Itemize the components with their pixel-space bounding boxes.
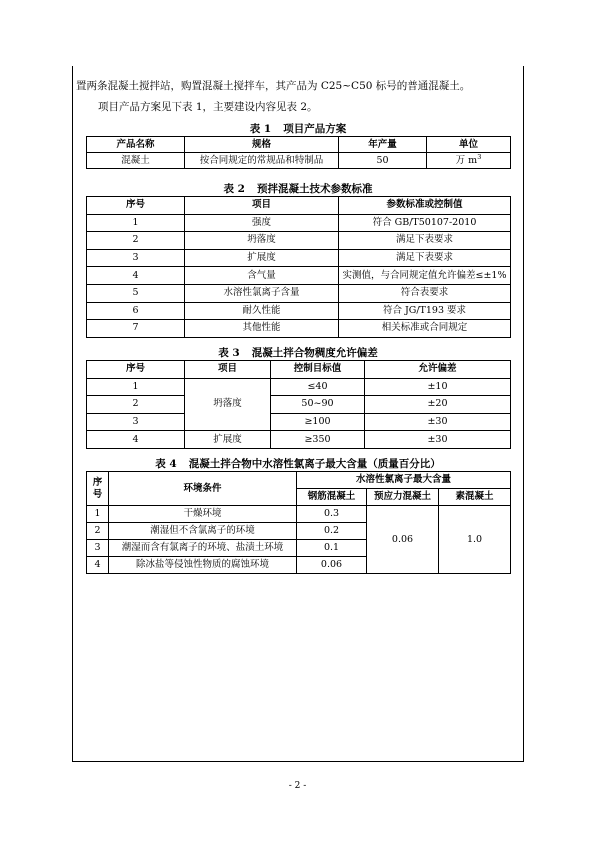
body-paragraph-line2: 项目产品方案见下表 1，主要建设内容见表 2。 xyxy=(98,101,318,113)
header-cell: 序号 xyxy=(87,472,109,506)
product-plan-table xyxy=(86,136,511,169)
table-cell: 7 xyxy=(87,320,185,338)
table-cell: 符合 GB/T50107-2010 xyxy=(339,214,511,232)
table-cell: 满足下表要求 xyxy=(339,232,511,250)
header-cell: 产品名称 xyxy=(87,137,185,153)
table-cell: 4 xyxy=(87,557,109,574)
table2-caption xyxy=(86,182,510,196)
header-cell: 参数标准或控制值 xyxy=(339,197,511,215)
table-cell: 干燥环境 xyxy=(109,506,297,523)
table-cell: 0.1 xyxy=(297,540,367,557)
table-cell-merged: 0.06 xyxy=(367,506,439,574)
table-cell: 5 xyxy=(87,284,185,302)
table-row xyxy=(87,431,511,449)
table-row xyxy=(87,413,511,431)
table-row xyxy=(87,396,511,414)
unit-exponent: 3 xyxy=(477,152,482,161)
header-cell: 规格 xyxy=(185,137,339,153)
chloride-content-table xyxy=(86,471,511,574)
table-row xyxy=(87,506,511,523)
table-cell: 2 xyxy=(87,396,185,414)
table-cell: 其他性能 xyxy=(185,320,339,338)
table4-label: 表 4 xyxy=(155,458,177,470)
header-cell: 项目 xyxy=(185,361,271,379)
table-cell: 3 xyxy=(87,249,185,267)
table-cell: 坍落度 xyxy=(185,232,339,250)
header-cell: 环境条件 xyxy=(109,472,297,506)
table2-label: 表 2 xyxy=(223,183,245,195)
table-cell: 4 xyxy=(87,431,185,449)
unit-base: 万 m xyxy=(455,154,478,166)
table-cell: ≥100 xyxy=(271,413,365,431)
page-number: - 2 - xyxy=(288,781,307,791)
table-cell: 1 xyxy=(87,214,185,232)
table4-title: 混凝土拌合物中水溶性氯离子最大含量（质量百分比） xyxy=(188,458,441,470)
header-cell: 允许偏差 xyxy=(365,361,511,379)
table-cell: 50 xyxy=(339,153,427,169)
table-cell: 2 xyxy=(87,523,109,540)
consistency-tolerance-table xyxy=(86,360,511,449)
table1-label: 表 1 xyxy=(249,123,272,135)
body-paragraph-line1: 置两条混凝土搅拌站，购置混凝土搅拌车，其产品为 C25~C50 标号的普通混凝土。 xyxy=(76,80,471,92)
table-cell: 耐久性能 xyxy=(185,302,339,320)
table-cell: 符合表要求 xyxy=(339,284,511,302)
technical-parameters-table xyxy=(86,196,511,338)
table-cell: ±10 xyxy=(365,378,511,396)
table-cell: 扩展度 xyxy=(185,431,271,449)
table-cell: 水溶性氯离子含量 xyxy=(185,284,339,302)
table-cell: 实测值，与合同规定值允许偏差≤±1% xyxy=(339,267,511,285)
table-header-row xyxy=(87,137,511,153)
table-cell: ±30 xyxy=(365,431,511,449)
header-cell: 序号 xyxy=(87,361,185,379)
table-row xyxy=(87,153,511,169)
table-row xyxy=(87,284,511,302)
table-row xyxy=(87,378,511,396)
table-cell: 4 xyxy=(87,267,185,285)
table-cell-merged: 坍落度 xyxy=(185,378,271,431)
table4-caption xyxy=(86,457,510,471)
table-cell: 6 xyxy=(87,302,185,320)
table-cell: ≤40 xyxy=(271,378,365,396)
table-cell: 扩展度 xyxy=(185,249,339,267)
table-header-row xyxy=(87,197,511,215)
table-cell: ±20 xyxy=(365,396,511,414)
table-cell: 0.3 xyxy=(297,506,367,523)
table-row xyxy=(87,249,511,267)
table-cell: ≥350 xyxy=(271,431,365,449)
table-cell: 强度 xyxy=(185,214,339,232)
header-cell: 单位 xyxy=(427,137,511,153)
unit-cell xyxy=(427,153,511,169)
table-row xyxy=(87,320,511,338)
table1-title: 项目产品方案 xyxy=(283,123,347,135)
table3-caption xyxy=(86,346,510,360)
table-header-row xyxy=(87,472,511,489)
table-cell: 潮湿但不含氯离子的环境 xyxy=(109,523,297,540)
table-cell: 3 xyxy=(87,540,109,557)
table-cell: 0.06 xyxy=(297,557,367,574)
header-cell: 钢筋混凝土 xyxy=(297,489,367,506)
table-row xyxy=(87,214,511,232)
table-cell: 1 xyxy=(87,378,185,396)
table-cell: 3 xyxy=(87,413,185,431)
table-cell: 相关标准或合同规定 xyxy=(339,320,511,338)
table-row xyxy=(87,232,511,250)
header-group-cell: 水溶性氯离子最大含量 xyxy=(297,472,511,489)
table3-label: 表 3 xyxy=(218,347,240,359)
table-header-row xyxy=(87,361,511,379)
header-cell: 控制目标值 xyxy=(271,361,365,379)
table-cell: 含气量 xyxy=(185,267,339,285)
table1-caption xyxy=(86,122,510,136)
table-cell: 满足下表要求 xyxy=(339,249,511,267)
table-cell: 潮湿而含有氯离子的环境、盐渍土环境 xyxy=(109,540,297,557)
table-cell: 50~90 xyxy=(271,396,365,414)
table-cell: 按合同规定的常规品和特制品 xyxy=(185,153,339,169)
header-cell: 素混凝土 xyxy=(439,489,511,506)
table-cell: 除冰盐等侵蚀性物质的腐蚀环境 xyxy=(109,557,297,574)
table-row xyxy=(87,267,511,285)
table-row xyxy=(87,302,511,320)
table-cell-merged: 1.0 xyxy=(439,506,511,574)
header-cell: 年产量 xyxy=(339,137,427,153)
header-cell: 项目 xyxy=(185,197,339,215)
table-cell: 混凝土 xyxy=(87,153,185,169)
table-cell: 2 xyxy=(87,232,185,250)
table-cell: 符合 JG/T193 要求 xyxy=(339,302,511,320)
table2-title: 预拌混凝土技术参数标准 xyxy=(256,183,373,195)
table-cell: ±30 xyxy=(365,413,511,431)
table3-title: 混凝土拌合物稠度允许偏差 xyxy=(251,347,378,359)
header-cell: 预应力混凝土 xyxy=(367,489,439,506)
table-cell: 0.2 xyxy=(297,523,367,540)
table-cell: 1 xyxy=(87,506,109,523)
header-cell: 序号 xyxy=(87,197,185,215)
